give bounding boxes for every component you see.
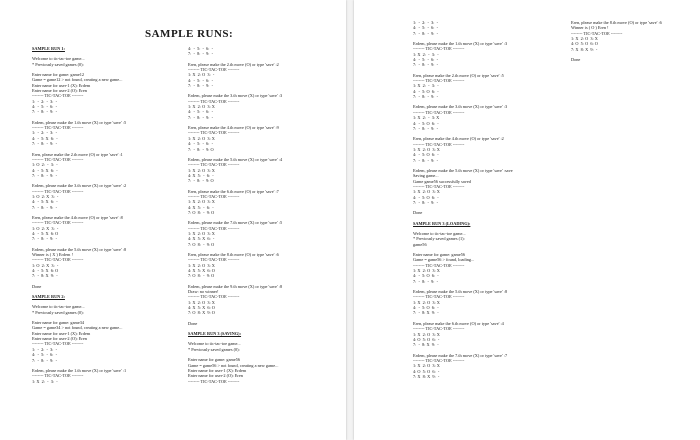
text-line: Erdem, please make the 3.th move (X) or type 'save' :3	[188, 93, 283, 99]
text-line: 4: - 5: - 6: -	[188, 141, 214, 147]
text-line: -------- TIC-TAC-TOE --------	[32, 125, 84, 131]
text-line: 1: X 2: O 3: X	[188, 262, 215, 268]
text-line: Erdem, please make the 9.th move (X) or type 'save' :8	[188, 283, 283, 289]
text-block	[413, 136, 563, 163]
text-line: 7: - 8: - 9: -	[32, 236, 58, 242]
text-line: 7: - 8: - 9: -	[32, 204, 58, 210]
text-line: 4: - 5: - 6: -	[188, 77, 214, 83]
text-block	[188, 189, 338, 216]
text-line: 1: X 2: O 3: X	[413, 299, 440, 305]
text-line: -------- TIC-TAC-TOE --------	[32, 373, 84, 379]
text-column-left-2	[188, 46, 338, 389]
text-line: 7: - 8: - 9: -	[32, 357, 58, 363]
text-block	[188, 62, 338, 89]
text-line: -------- TIC-TAC-TOE --------	[413, 262, 465, 268]
text-block	[413, 289, 563, 316]
text-line: 7: - 8: - 9: -	[32, 141, 58, 147]
text-line: Game = game12 > not found, creating a new game...	[32, 77, 123, 83]
text-line: 1: - 2: - 3: -	[32, 346, 58, 352]
text-block	[413, 321, 563, 348]
text-line: -------- TIC-TAC-TOE --------	[32, 156, 84, 162]
text-line: 7: - 8: - 9: O	[188, 146, 214, 152]
text-line: Enter name for user-2 (O): Eren	[32, 88, 87, 94]
text-line: 1: X 2: O 3: X	[413, 331, 440, 337]
text-line: 4: - 5: - 6: -	[188, 109, 214, 115]
text-line: Eren, please make the 2.th move (O) or type 'save' :1	[32, 151, 123, 157]
text-line: 7: - 8: - 9: -	[32, 172, 58, 178]
text-line: 1: - 2: - 3: -	[32, 98, 58, 104]
text-line: Erdem, please make the 7.th move (X) or type 'save' :7	[413, 352, 508, 358]
text-line: Eren, please make the 8.th move (O) or type 'save' :6	[188, 252, 279, 257]
text-line: 7: - 8: X 9: -	[413, 342, 439, 348]
text-block	[413, 104, 563, 131]
text-line: 1: X 2: O 3: X	[188, 230, 215, 236]
text-line: 4: X 5: X 6: O	[188, 305, 215, 311]
text-line: 4: - 5: - 6: -	[413, 25, 439, 31]
text-block	[32, 215, 172, 242]
text-line: 4: X 5: X 6: O	[188, 268, 215, 274]
text-line: Enter name for game: game56	[188, 357, 241, 363]
text-line: Erdem, please make the 5.th move (X) or type 'save' :save	[413, 167, 513, 173]
text-line: Eren, please make the 8.th move (O) or type 'save' :6	[571, 20, 662, 25]
text-line: -------- TIC-TAC-TOE --------	[188, 193, 240, 199]
text-line: 7: - 8: X 9: -	[32, 273, 58, 279]
text-block	[413, 353, 563, 380]
text-line: -------- TIC-TAC-TOE --------	[188, 257, 240, 263]
text-line: Done	[413, 210, 423, 216]
text-block	[188, 220, 338, 247]
text-block	[32, 368, 172, 384]
text-block	[32, 294, 172, 299]
text-line: 1: O 2: X 3: -	[32, 225, 59, 231]
text-line: Welcome to tic-tac-toe game...	[188, 341, 241, 347]
text-line: * Previously saved games (1):	[413, 236, 465, 242]
text-line: 4: - 5: O 6: -	[413, 194, 439, 200]
text-line: -------- TIC-TAC-TOE --------	[32, 341, 84, 347]
text-line: 4: - 5: - 6: -	[188, 46, 214, 51]
text-block	[32, 72, 172, 115]
document-page-left	[0, 0, 346, 440]
text-line: -------- TIC-TAC-TOE --------	[413, 294, 465, 300]
text-line: * Previously saved games (0):	[32, 309, 84, 315]
text-line: -------- TIC-TAC-TOE --------	[188, 98, 240, 104]
text-line: 4: - 5: O 6: -	[413, 305, 439, 311]
text-line: 4: - 5: O 6: -	[413, 152, 439, 158]
text-line: Game game56 successfully saved	[413, 178, 471, 184]
text-line: 4: - 5: O 6: -	[413, 120, 439, 126]
text-line: -------- TIC-TAC-TOE --------	[413, 78, 465, 84]
text-line: 4: - 5: X 6: -	[32, 167, 58, 173]
text-line: 1: - 2: - 3: -	[413, 20, 439, 25]
text-line: Erdem, please make the 7.th move (X) or type 'save' :5	[188, 220, 283, 226]
text-line: 1: X 2: O 3: X	[188, 199, 215, 205]
text-line: Done	[188, 320, 198, 326]
text-line: 7: - 8: - 9: -	[413, 125, 439, 131]
text-line: Enter name for user-2 (O): Eren	[188, 373, 243, 379]
text-block	[32, 56, 172, 67]
section-heading: SAMPLE RUN 3 (SAVING):	[188, 331, 242, 337]
text-line: 1: O 2: - 3: -	[32, 162, 58, 168]
text-block	[413, 210, 563, 215]
text-line: 1: X 2: - 3: -	[32, 378, 58, 384]
text-line: Draw: no winner!	[188, 289, 219, 295]
text-block	[32, 320, 172, 363]
text-line: -------- TIC-TAC-TOE --------	[188, 378, 240, 384]
text-line: Enter name for game: game34	[32, 320, 85, 326]
text-line: Erdem, please make the 5.th move (X) or type 'save' :8	[32, 246, 127, 252]
text-line: 1: X 2: O 3: X	[188, 104, 215, 110]
text-line: 1: X 2: O 3: X	[413, 146, 440, 152]
text-line: Enter name for user-1 (X): Erdem	[188, 367, 247, 373]
text-line: 4: - 5: - 6: -	[413, 57, 439, 63]
text-block	[413, 252, 563, 284]
text-line: Done	[32, 283, 42, 289]
text-line: -------- TIC-TAC-TOE --------	[413, 141, 465, 147]
text-line: 7: X 8: X 9: -	[571, 46, 598, 52]
text-line: 4: - 5: X 6: O	[32, 230, 59, 236]
text-block	[188, 93, 338, 120]
text-line: 7: O 8: - 9: O	[188, 273, 215, 279]
text-line: 4: - 5: O 6: -	[413, 88, 439, 94]
text-block	[413, 168, 563, 205]
text-line: 7: - 8: - 9: -	[32, 109, 58, 115]
text-line: 7: - 8: - 9: -	[413, 157, 439, 163]
text-line: Erdem, please make the 3.th move (X) or type 'save' :2	[32, 183, 127, 189]
text-line: 4: X 5: - 6: -	[188, 172, 214, 178]
text-line: -------- TIC-TAC-TOE --------	[188, 130, 240, 136]
text-line: 7: - 8: - 9: -	[413, 94, 439, 100]
text-line: Eren, please make the 6.th move (O) or type 'save' :4	[413, 320, 504, 326]
text-line: 7: - 8: - 9: O	[188, 178, 214, 184]
text-line: -------- TIC-TAC-TOE --------	[413, 326, 465, 332]
text-line: 4: - 5: - 6: -	[32, 104, 58, 110]
text-line: Erdem, please make the 5.th move (X) or type 'save' :8	[413, 289, 508, 295]
text-block	[188, 341, 338, 352]
section-heading: SAMPLE RUN 2:	[32, 294, 65, 300]
text-line: Erdem, please make the 1.th move (X) or type 'save' :3	[413, 41, 508, 47]
text-line: Eren, please make the 4.th move (O) or type 'save' :9	[188, 125, 279, 131]
text-line: 4: O 5: O 6: -	[413, 336, 440, 342]
text-block	[188, 331, 338, 336]
text-line: -------- TIC-TAC-TOE --------	[188, 162, 240, 168]
text-line: -------- TIC-TAC-TOE --------	[188, 225, 240, 231]
text-block	[571, 57, 691, 62]
text-line: -------- TIC-TAC-TOE --------	[32, 220, 84, 226]
text-line: 4: - 5: X 6: -	[32, 199, 58, 205]
text-line: Game = game34 > not found, creating a new game...	[32, 325, 123, 331]
text-line: * Previously saved games (0):	[188, 346, 240, 352]
text-line: * Previously saved games (0):	[32, 61, 84, 67]
text-line: 4: O 5: O 6: O	[571, 41, 598, 47]
text-line: 1: X 2: O 3: X	[188, 135, 215, 141]
document-page-right	[354, 0, 700, 440]
text-block	[413, 221, 563, 226]
text-line: -------- TIC-TAC-TOE --------	[413, 46, 465, 52]
page-title: SAMPLE RUNS:	[145, 28, 234, 40]
text-line: Enter name for user-1 (X): Erdem	[32, 330, 91, 336]
text-block	[32, 152, 172, 179]
text-line: 1: X 2: O 3: X	[188, 299, 215, 305]
text-line: 7: X 8: X 9: -	[413, 373, 440, 379]
text-line: -------- TIC-TAC-TOE --------	[188, 294, 240, 300]
text-line: 7: - 8: - 9: -	[188, 114, 214, 120]
text-line: 7: - 8: - 9: -	[188, 51, 214, 57]
text-line: 1: X 2: O 3: X	[413, 268, 440, 274]
text-line: 1: X 2: O 3: X	[571, 36, 598, 42]
text-line: Erdem, please make the 3.th move (X) or type 'save' :3	[413, 104, 508, 110]
text-line: Welcome to tic-tac-toe game...	[32, 56, 85, 62]
text-block	[413, 231, 563, 247]
section-heading: SAMPLE RUN 3 (LOADING):	[413, 220, 471, 226]
text-block	[413, 20, 563, 36]
text-line: -------- TIC-TAC-TOE --------	[571, 30, 623, 36]
text-line: 7: O 8: X 9: O	[188, 310, 215, 316]
text-block	[188, 321, 338, 326]
text-line: 1: X 2: O 3: X	[413, 189, 440, 195]
text-line: Eren, please make the 6.th move (O) or type 'save' :7	[188, 188, 279, 194]
text-block	[188, 157, 338, 184]
text-line: Done	[571, 57, 581, 63]
text-block	[32, 183, 172, 210]
text-line: 1: - 2: - 3: -	[32, 130, 58, 136]
text-line: Game = game56 > found, loading...	[413, 257, 475, 263]
text-line: Winner is ( X ) Erdem !	[32, 252, 73, 257]
text-line: Erdem, please make the 1.th move (X) or type 'save' :5	[32, 119, 127, 125]
text-line: Enter name for user-2 (O): Eren	[32, 336, 87, 342]
text-line: Eren, please make the 2.th move (O) or type 'save' :2	[188, 61, 279, 67]
text-line: 7: - 8: - 9: -	[188, 83, 214, 89]
text-line: Winner is ( O ) Eren !	[571, 25, 609, 31]
text-line: Eren, please make the 4.th move (O) or type 'save' :8	[32, 214, 123, 220]
text-line: Eren, please make the 2.th move (O) or type 'save' :5	[413, 72, 504, 78]
text-line: 7: O 8: - 9: O	[188, 209, 215, 215]
text-line: 1: X 2: - 3: -	[413, 51, 439, 57]
text-block	[188, 357, 338, 384]
text-line: -------- TIC-TAC-TOE --------	[413, 357, 465, 363]
text-line: 7: O 8: - 9: O	[188, 241, 215, 247]
text-line: 4: - 5: O 6: -	[413, 273, 439, 279]
text-block	[188, 284, 338, 316]
text-line: -------- TIC-TAC-TOE --------	[32, 93, 84, 99]
text-line: 4: - 5: - 6: -	[32, 352, 58, 358]
text-line: -------- TIC-TAC-TOE --------	[413, 183, 465, 189]
text-line: -------- TIC-TAC-TOE --------	[32, 188, 84, 194]
text-line: Eren, please make the 4.th move (O) or type 'save' :2	[413, 136, 504, 142]
text-block	[571, 20, 691, 52]
text-block	[188, 252, 338, 279]
text-line: 7: - 8: - 9: -	[413, 62, 439, 68]
text-block	[188, 46, 338, 57]
text-block	[413, 41, 563, 68]
text-line: Welcome to tic-tac-toe game...	[32, 304, 85, 310]
text-line: Erdem, please make the 5.th move (X) or type 'save' :4	[188, 156, 283, 162]
text-line: 7: - 8: - 9: -	[413, 199, 439, 205]
text-line: Enter name for user-1 (X): Erdem	[32, 82, 91, 88]
text-line: 7: - 8: - 9: -	[413, 278, 439, 284]
text-line: 1: X 2: O 3: X	[188, 167, 215, 173]
text-line: 1: X 2: O 3: X	[413, 363, 440, 369]
text-line: 1: X 2: - 3: -	[413, 83, 439, 89]
text-line: Game = game56 > not found, creating a new game...	[188, 362, 279, 368]
section-heading: SAMPLE RUN 1:	[32, 46, 65, 51]
text-line: 4: - 5: X 6: -	[32, 135, 58, 141]
text-line: 7: - 8: - 9: -	[413, 30, 439, 36]
text-line: 4: X 5: X 6: -	[188, 236, 215, 242]
text-line: 4: O 5: O 6: -	[413, 368, 440, 374]
text-line: 1: X 2: O 3: -	[188, 72, 215, 78]
text-block	[32, 284, 172, 289]
text-line: 1: X 2: - 3: X	[413, 115, 440, 121]
text-line: -------- TIC-TAC-TOE --------	[32, 257, 84, 263]
text-block	[32, 304, 172, 315]
text-line: Welcome to tic-tac-toe game...	[413, 231, 466, 236]
text-line: 1: O 2: X 3: -	[32, 262, 59, 268]
text-line: 1: O 2: X 3: -	[32, 193, 59, 199]
text-column-right-1	[413, 20, 563, 384]
text-line: -------- TIC-TAC-TOE --------	[413, 109, 465, 115]
text-line: Erdem, please make the 1.th move (X) or type 'save' :1	[32, 367, 127, 373]
text-column-right-2	[571, 20, 691, 67]
text-line: Saving game...	[413, 173, 439, 179]
text-block	[413, 73, 563, 100]
text-column-left-1	[32, 46, 172, 389]
text-block	[32, 247, 172, 279]
text-line: 4: X 5: - 6: -	[188, 204, 214, 210]
text-block	[188, 125, 338, 152]
text-line: game56	[413, 241, 427, 247]
text-line: Enter name for game: game56	[413, 252, 466, 258]
text-block	[32, 46, 172, 51]
text-line: -------- TIC-TAC-TOE --------	[188, 67, 240, 73]
text-block	[32, 120, 172, 147]
text-line: Enter name for game: game12	[32, 72, 85, 78]
text-line: 7: - 8: X 9: -	[413, 310, 439, 316]
text-line: 4: - 5: X 6: O	[32, 268, 59, 274]
